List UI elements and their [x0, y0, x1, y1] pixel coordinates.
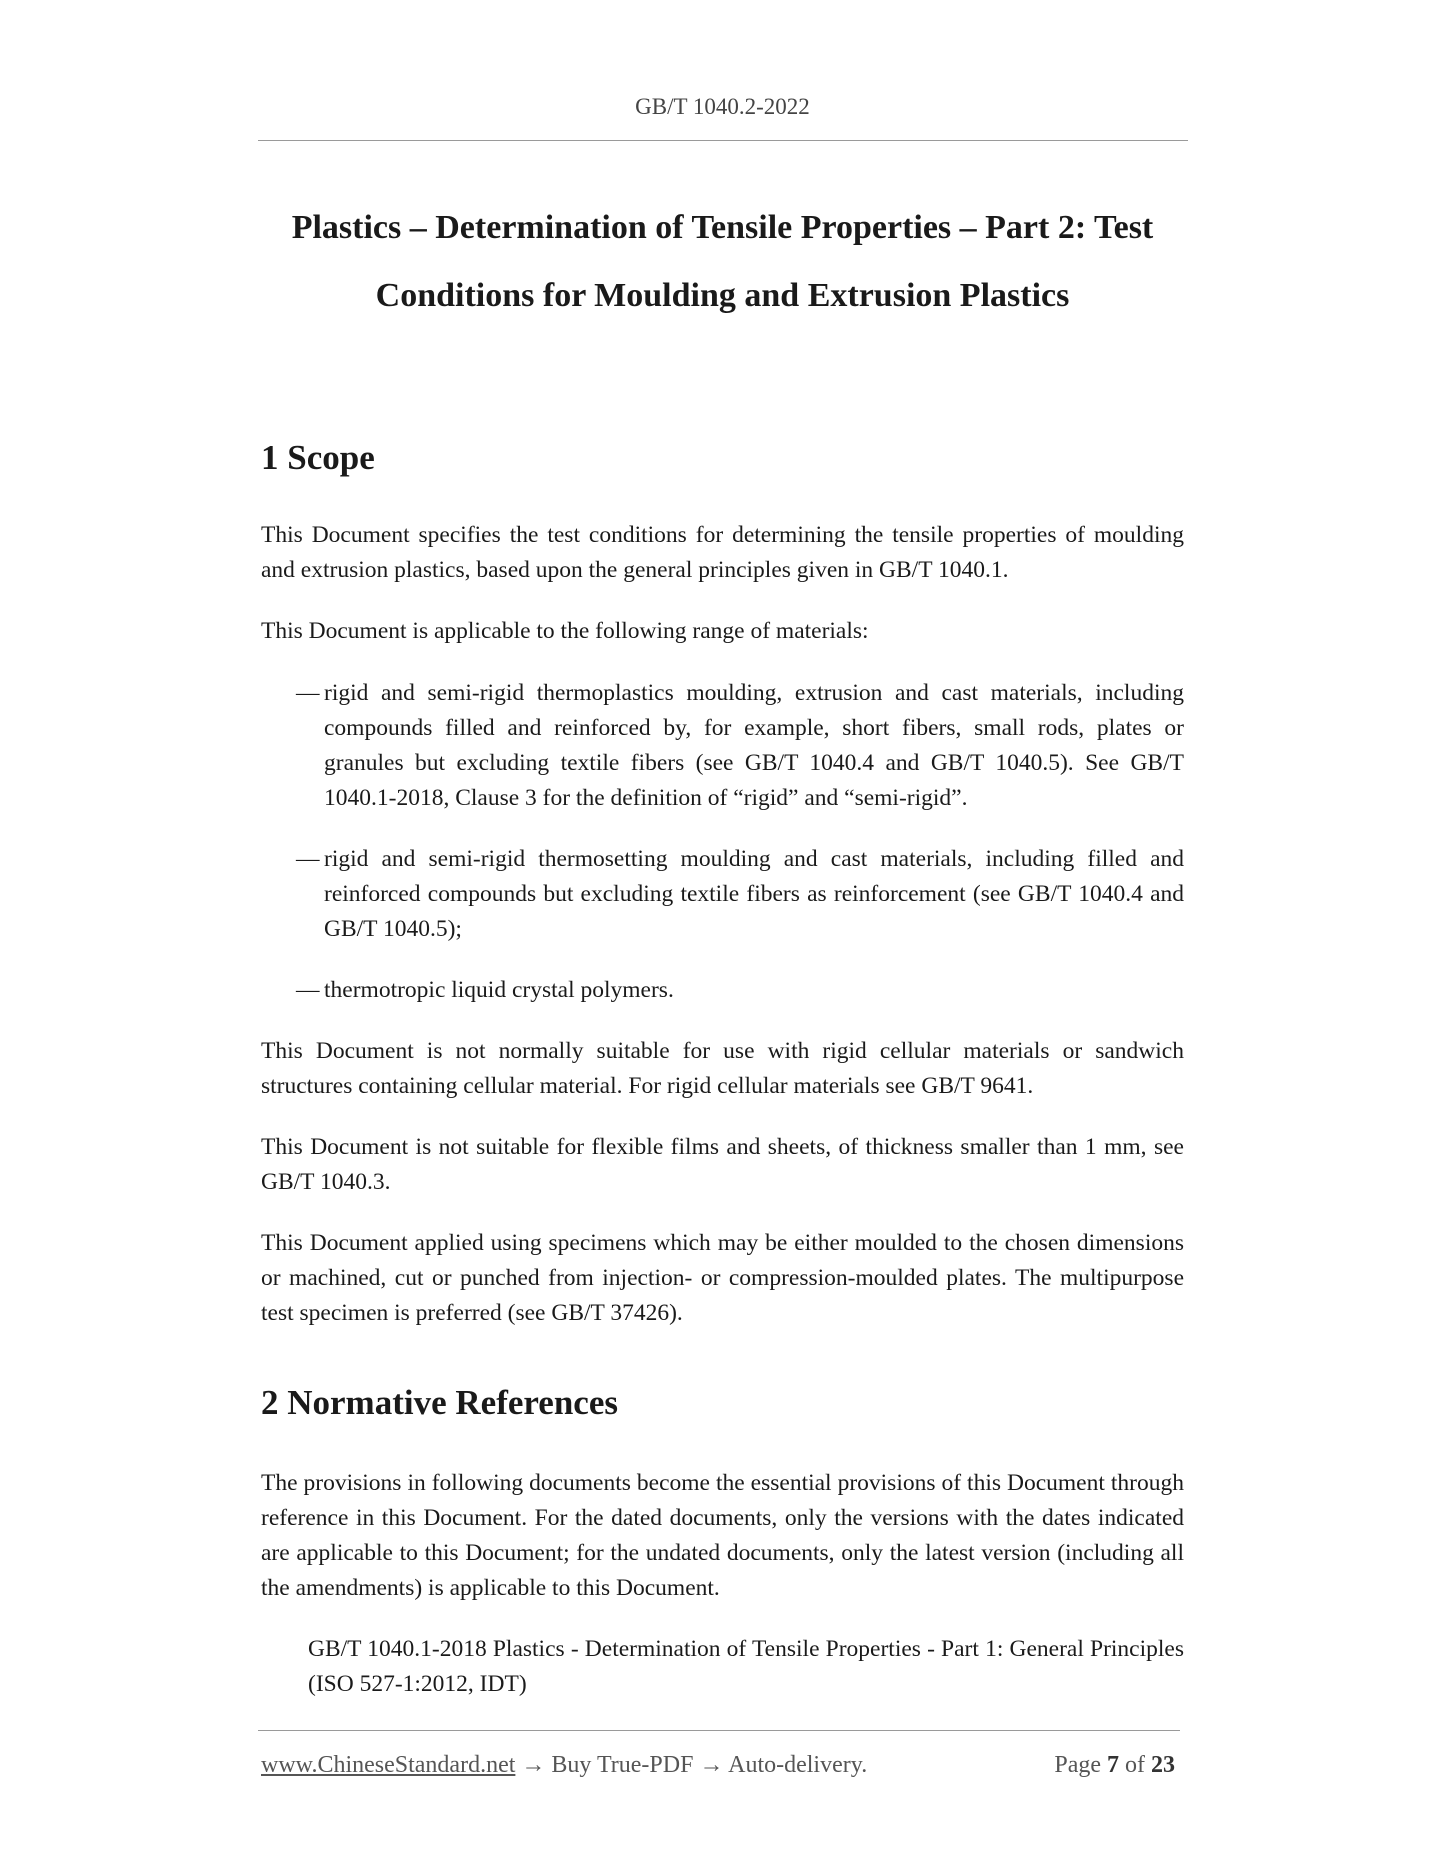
- section-heading-normative-references: 2 Normative References: [261, 1383, 618, 1422]
- footer-divider: [258, 1730, 1180, 1731]
- header-divider: [258, 140, 1188, 141]
- page-label: Page: [1054, 1752, 1101, 1778]
- reference-item-gbt-1040-1: GB/T 1040.1-2018 Plastics - Determination of Tensile Properties - Part 1: General Principles (ISO 527-1:2012, IDT): [308, 1636, 1184, 1697]
- document-title-line-2: Conditions for Moulding and Extrusion Plastics: [375, 277, 1070, 314]
- document-title: [261, 194, 1184, 330]
- scope-paragraph-4: This Document is not suitable for flexible films and sheets, of thickness smaller than 1 mm, see GB/T 1040.3.: [261, 1134, 1184, 1195]
- scope-paragraph-3: This Document is not normally suitable for use with rigid cellular materials or sandwich structures containing cellular material. For rigid cellular materials see GB/T 9641.: [261, 1038, 1184, 1099]
- page-current: 7: [1107, 1752, 1119, 1778]
- scope-paragraph-1: This Document specifies the test conditions for determining the tensile properties of moulding and extrusion plastics, based upon the general principles given in GB/T 1040.1.: [261, 522, 1184, 583]
- document-title-line-1: Plastics – Determination of Tensile Properties – Part 2: Test: [291, 209, 1154, 246]
- page-indicator: [1054, 1752, 1175, 1779]
- scope-paragraph-2: This Document is applicable to the following range of materials:: [261, 618, 869, 644]
- section-heading-scope: 1 Scope: [261, 438, 375, 477]
- list-dash-2: —: [296, 846, 320, 872]
- page-total: 23: [1151, 1752, 1175, 1778]
- references-paragraph-1: The provisions in following documents become the essential provisions of this Document through reference in this Document. For the dated documents, only the versions with the dates indicated are applicable to this Document; for the undated documents, only the latest version (including all the amendments) is applicable to this Document.: [261, 1470, 1184, 1601]
- scope-paragraph-5: This Document applied using specimens which may be either moulded to the chosen dimensions or machined, cut or punched from injection‑ or compression‑moulded plates. The multipurpose test specimen is preferred (see GB/T 37426).: [261, 1230, 1184, 1326]
- header-doc-code: GB/T 1040.2-2022: [635, 94, 810, 119]
- footer-website-link[interactable]: www.ChineseStandard.net: [261, 1752, 516, 1778]
- footer-promo-text: → Buy True-PDF → Auto-delivery.: [515, 1752, 868, 1778]
- scope-list-item-2: rigid and semi-rigid thermosetting moulding and cast materials, including filled and reinforced compounds but excluding textile fibers as reinforcement (see GB/T 1040.4 and GB/T 1040.5);: [324, 846, 1184, 942]
- list-dash-1: —: [296, 680, 320, 706]
- list-dash-3: —: [296, 977, 320, 1003]
- footer-promo: [261, 1752, 867, 1779]
- page-of-label: of: [1125, 1752, 1145, 1778]
- scope-list-item-3: thermotropic liquid crystal polymers.: [324, 977, 674, 1003]
- page-footer: [261, 1752, 1181, 1786]
- scope-list-item-1: rigid and semi-rigid thermoplastics moulding, extrusion and cast materials, including compounds filled and reinforced by, for example, short fibers, small rods, plates or granules but excluding textile fibers (see GB/T 1040.4 and GB/T 1040.5). See GB/T 1040.1-2018, Clause 3 for the definition of “rigid” and “semi-rigid”.: [324, 680, 1184, 811]
